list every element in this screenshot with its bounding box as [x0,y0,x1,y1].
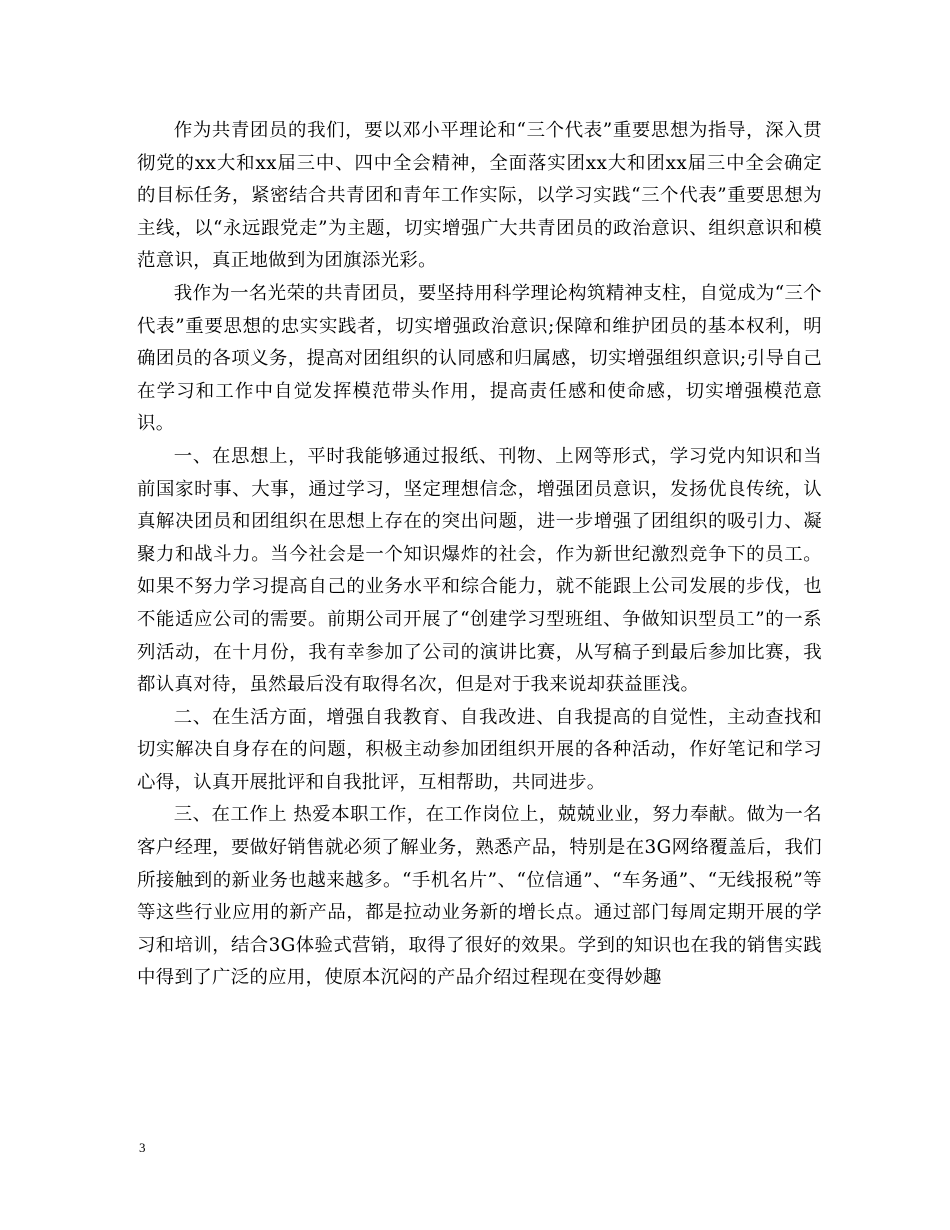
page-number: 3 [139,1140,146,1155]
paragraph: 作为共青团员的我们，要以邓小平理论和“三个代表”重要思想为指导，深入贯彻党的xx大和xx届三中、四中全会精神，全面落实团xx大和团xx届三中全会确定的目标任务，紧密结合共青团和青年工作实际，以学习实践“三个代表”重要思想为主线，以“永远跟党走”为主题，切实增强广大共青团员的政治意识、组织意识和模范意识，真正地做到为团旗添光彩。 [137,120,822,272]
paragraph: 我作为一名光荣的共青团员，要坚持用科学理论构筑精神支柱，自觉成为“三个代表”重要思想的忠实实践者，切实增强政治意识;保障和维护团员的基本权利，明确团员的各项义务，提高对团组织的认同感和归属感，切实增强组织意识;引导自己在学习和工作中自觉发挥模范带头作用，提高责任感和使命感，切实增强模范意识。 [137,282,822,435]
paragraph: 一、在思想上，平时我能够通过报纸、刊物、上网等形式，学习党内知识和当前国家时事、大事，通过学习，坚定理想信念，增强团员意识，发扬优良传统，认真解决团员和团组织在思想上存在的突出问题，进一步增强了团组织的吸引力、凝聚力和战斗力。当今社会是一个知识爆炸的社会，作为新世纪激烈竞争下的员工。如果不努力学习提高自己的业务水平和综合能力，就不能跟上公司发展的步伐，也不能适应公司的需要。前期公司开展了“创建学习型班组、争做知识型员工”的一系列活动，在十月份，我有幸参加了公司的演讲比赛，从写稿子到最后参加比赛，我都认真对待，虽然最后没有取得名次，但是对于我来说却获益匪浅。 [137,445,822,696]
paragraph: 三、在工作上 热爱本职工作，在工作岗位上，兢兢业业，努力奉献。做为一名客户经理，要做好销售就必须了解业务，熟悉产品，特别是在3G网络覆盖后，我们所接触到的新业务也越来越多。“手机名片”、“位信通”、“车务通”、“无线报税”等等这些行业应用的新产品，都是拉动业务新的增长点。通过部门每周定期开展的学习和培训，结合3G体验式营销，取得了很好的效果。学到的知识也在我的销售实践中得到了广泛的应用，使原本沉闷的产品介绍过程现在变得妙趣 [137,804,822,989]
paragraph: 二、在生活方面，增强自我教育、自我改进、自我提高的自觉性，主动查找和切实解决自身存在的问题，积极主动参加团组织开展的各种活动，作好笔记和学习心得，认真开展批评和自我批评，互相帮助，共同进步。 [137,706,822,793]
document-body [137,115,822,995]
